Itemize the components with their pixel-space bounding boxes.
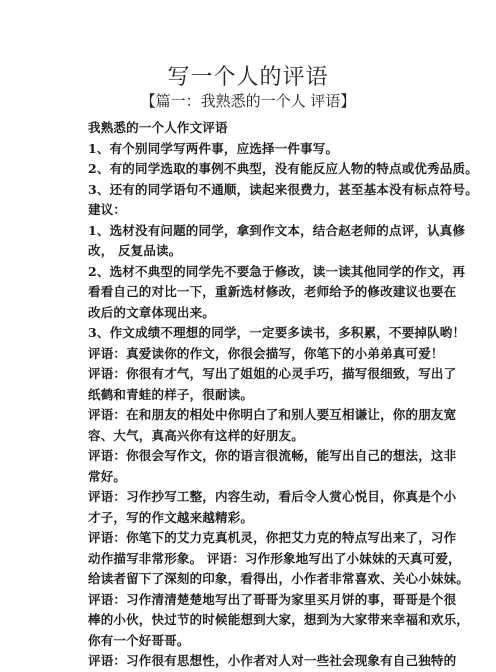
text-line: 3、作文成绩不理想的同学，一定要多读书，多积累，不要掉队哟！ <box>88 325 466 340</box>
text-line: 改， 反复品读。 <box>88 243 182 258</box>
text-line: 评语：在和朋友的相处中你明白了和别人要互相谦让，你的朋友宽 <box>88 407 457 422</box>
text-line: 动作描写非常形象。 评语：习作形象地写出了小妹妹的天真可爱， <box>88 550 461 566</box>
text-line: 我熟悉的一个人作文评语 <box>88 120 228 135</box>
text-line: 看看自己的对比一下，重新选材修改，老师给予的修改建议也要在 <box>88 284 457 299</box>
text-line: 你有一个好哥哥。 <box>88 632 190 648</box>
text-line: 评语：习作抄写工整，内容生动，看后令人赏心悦目，你真是个小 <box>88 489 457 504</box>
text-line: 给读者留下了深刻的印象，看得出，小作者非常喜欢、关心小妹妹。 <box>88 571 470 586</box>
text-line: 评语：你很有才气，写出了姐姐的心灵手巧，描写很细致，写出了 <box>88 366 457 381</box>
document-subtitle: 【篇一：我熟悉的一个人 评语】 <box>140 92 356 110</box>
text-line: 评语：习作很有思想性，小作者对人对一些社会现象有自己独特的 <box>88 653 457 668</box>
text-line: 才子，写的作文越来越精彩。 <box>88 509 254 525</box>
text-line: 容、大气，真高兴你有这样的好朋友。 <box>88 427 304 443</box>
text-line: 评语：真爱读你的作文，你很会描写，你笔下的小弟弟真可爱！ <box>88 345 444 361</box>
text-line: 棒的小伙，快过节的时候能想到大家，想到为大家带来幸福和欢乐， <box>88 612 470 627</box>
text-line: 建议： <box>88 202 127 217</box>
text-line: 2、有的同学选取的事例不典型，没有能反应人物的特点或优秀品质。 <box>88 161 478 176</box>
text-line: 改后的文章体现出来。 <box>88 304 216 320</box>
text-line: 1、有个别同学写两件事，应选择一件事写。 <box>88 140 339 156</box>
text-line: 常好。 <box>88 468 127 484</box>
text-line: 评语：你笔下的艾力克真机灵，你把艾力克的特点写出来了，习作 <box>88 530 457 545</box>
text-line: 评语：习作清清楚楚地写出了哥哥为家里买月饼的事，哥哥是个很 <box>88 591 457 607</box>
text-line: 评语：你很会写作文，你的语言很流畅，能写出自己的想法，这非 <box>88 448 457 463</box>
text-line: 1、选材没有问题的同学，拿到作文本，结合赵老师的点评，认真修 <box>88 222 466 238</box>
text-line: 2、选材不典型的同学先不要急于修改，读一读其他同学的作文，再 <box>88 263 466 279</box>
document-title: 写一个人的评语 <box>167 65 329 90</box>
document-body <box>88 118 478 672</box>
text-line: 纸鹤和青蛙的样子，很耐读。 <box>88 386 254 402</box>
text-line: 3、还有的同学语句不通顺，读起来很费力，甚至基本没有标点符号。 <box>88 181 478 197</box>
